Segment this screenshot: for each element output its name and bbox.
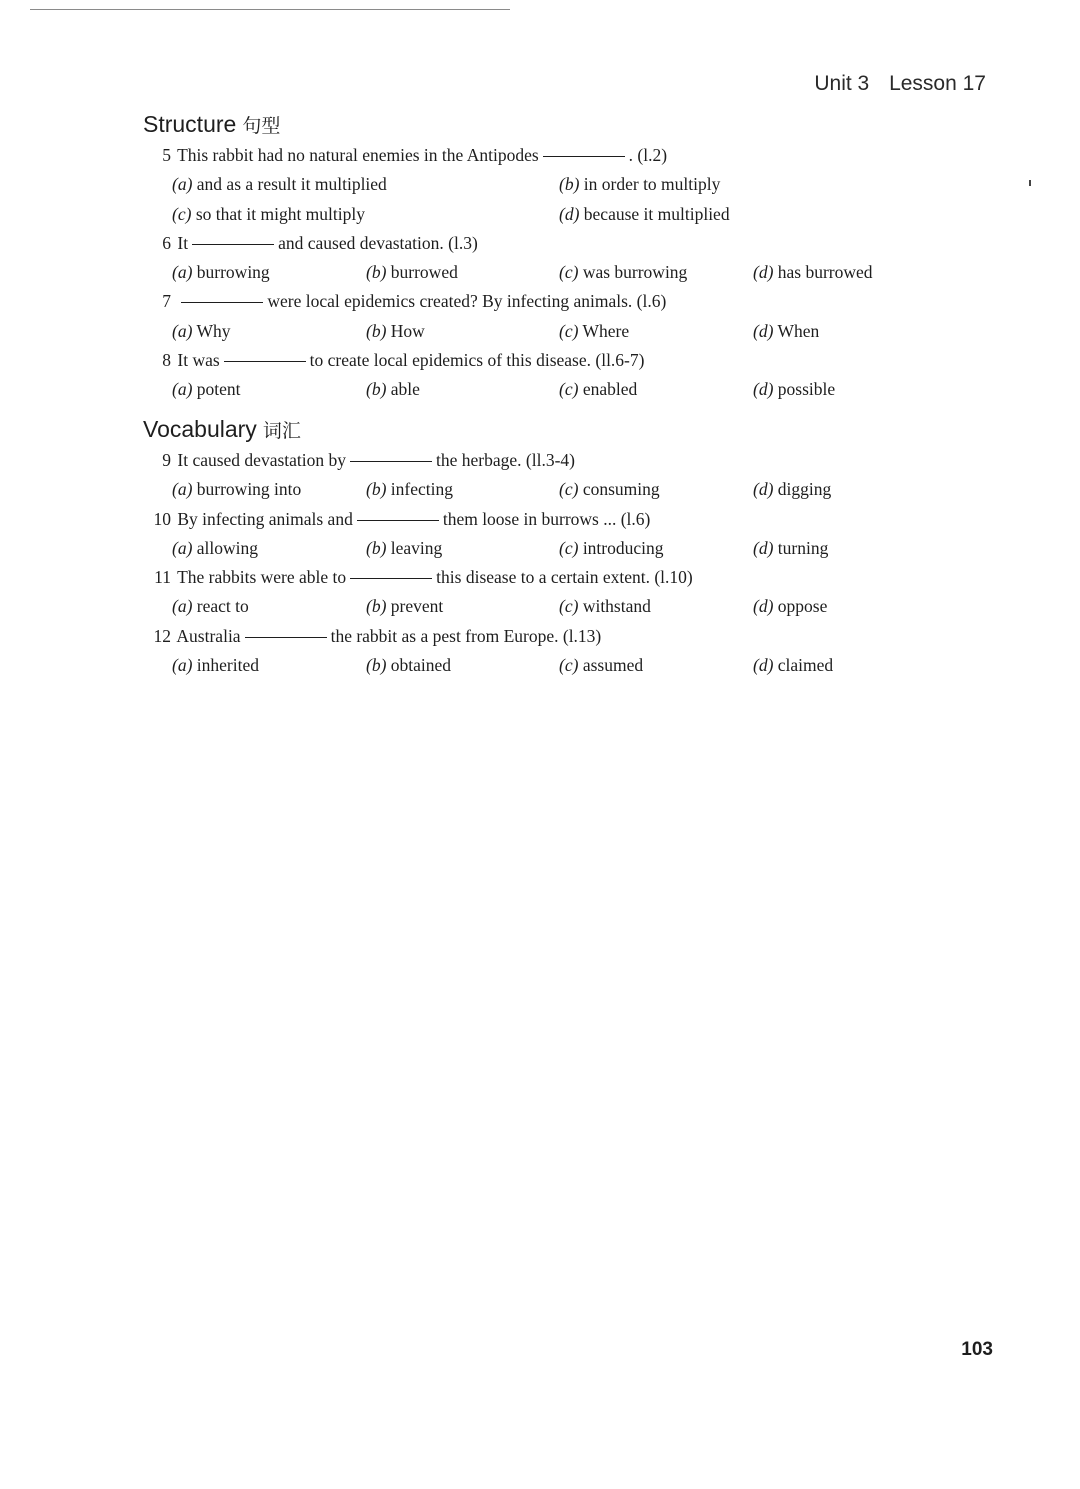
option-d: (d) has burrowed (753, 262, 873, 283)
question-text-before: By infecting animals and (177, 508, 353, 529)
question-number: 12 (153, 625, 171, 646)
section-title-text: Vocabulary (143, 416, 257, 442)
question-number: 10 (153, 508, 171, 529)
option-b: (b) able (366, 379, 420, 400)
options-row (143, 651, 1003, 680)
answer-blank (357, 519, 439, 521)
question-text-after: and caused devastation. (l.3) (278, 232, 478, 253)
question-10 (143, 505, 1003, 534)
option-d: (d) oppose (753, 596, 828, 617)
option-b: (b) infecting (366, 479, 453, 500)
question-number: 5 (162, 145, 171, 165)
option-d: (d) because it multiplied (559, 203, 730, 224)
options-row (143, 317, 1003, 346)
page-number: 103 (961, 1339, 993, 1360)
options-row (143, 592, 1003, 621)
option-a: (a) inherited (172, 655, 259, 676)
question-text-before: The rabbits were able to (177, 567, 347, 588)
question-text-after: them loose in burrows ... (l.6) (442, 508, 651, 529)
option-c: (c) enabled (559, 379, 638, 400)
question-5 (143, 141, 1003, 170)
option-a: (a) potent (172, 379, 241, 400)
section-title-text: Structure (143, 111, 237, 137)
question-text-before: Australia (176, 625, 241, 646)
unit-label: Unit 3 (814, 72, 870, 95)
options-row (143, 475, 1003, 504)
question-11 (143, 563, 1003, 592)
top-rule (30, 9, 510, 10)
option-c: (c) introducing (559, 537, 664, 558)
option-b: (b) obtained (366, 655, 452, 676)
answer-blank (245, 636, 327, 638)
lesson-label: Lesson 17 (889, 72, 986, 95)
scan-speck (1029, 180, 1031, 186)
option-b: (b) prevent (366, 596, 444, 617)
options-row (143, 534, 1003, 563)
option-b: (b) burrowed (366, 262, 458, 283)
answer-blank (181, 301, 263, 303)
options-row (143, 170, 1003, 199)
question-7 (143, 287, 1003, 316)
running-head (814, 72, 986, 96)
option-a: (a) allowing (172, 537, 259, 558)
section-title-vocabulary (143, 412, 1003, 446)
answer-blank (224, 360, 306, 362)
options-row (143, 200, 1003, 229)
answer-blank (192, 243, 274, 245)
option-a: (a) Why (172, 320, 231, 341)
question-9 (143, 446, 1003, 475)
option-c: (c) so that it might multiply (172, 203, 365, 224)
answer-blank (350, 577, 432, 579)
question-number: 6 (162, 232, 171, 253)
question-text-after: the herbage. (ll.3-4) (436, 450, 575, 470)
option-d: (d) possible (753, 379, 836, 400)
question-text-before: It caused devastation by (177, 450, 347, 470)
option-d: (d) claimed (753, 655, 834, 676)
option-a: (a) burrowing into (172, 479, 302, 500)
option-a: (a) and as a result it multiplied (172, 174, 387, 195)
question-12 (143, 622, 1003, 651)
option-c: (c) Where (559, 320, 630, 341)
answer-blank (543, 155, 625, 157)
option-a: (a) burrowing (172, 262, 270, 283)
vocabulary-section (143, 412, 1003, 680)
question-number: 8 (162, 350, 171, 371)
option-a: (a) react to (172, 596, 249, 617)
option-b: (b) in order to multiply (559, 174, 721, 195)
question-text-after: were local epidemics created? By infecting animals. (l.6) (267, 291, 667, 312)
question-text-before: This rabbit had no natural enemies in the Antipodes (177, 145, 539, 165)
section-title-cjk: 句型 (242, 116, 281, 137)
question-text-after: this disease to a certain extent. (l.10) (436, 567, 693, 588)
answer-blank (350, 460, 432, 462)
question-text-after: the rabbit as a pest from Europe. (l.13) (330, 625, 602, 646)
question-text-after: . (l.2) (628, 145, 668, 165)
structure-section (143, 107, 1003, 405)
option-c: (c) withstand (559, 596, 651, 617)
options-row (143, 258, 1003, 287)
section-title-cjk: 词汇 (262, 421, 301, 442)
section-title-structure (143, 107, 1003, 141)
option-d: (d) When (753, 320, 820, 341)
question-8 (143, 346, 1003, 375)
option-b: (b) How (366, 320, 425, 341)
question-number: 11 (154, 567, 171, 588)
options-row (143, 375, 1003, 404)
question-text-before: It (177, 232, 189, 253)
question-text-before: It was (177, 350, 220, 371)
option-d: (d) digging (753, 479, 832, 500)
option-b: (b) leaving (366, 537, 443, 558)
option-d: (d) turning (753, 537, 829, 558)
option-c: (c) assumed (559, 655, 644, 676)
question-text-after: to create local epidemics of this disease. (ll.6-7) (309, 350, 645, 371)
option-c: (c) was burrowing (559, 262, 688, 283)
option-c: (c) consuming (559, 479, 660, 500)
question-6 (143, 229, 1003, 258)
question-number: 9 (162, 450, 171, 470)
question-number: 7 (162, 291, 171, 312)
